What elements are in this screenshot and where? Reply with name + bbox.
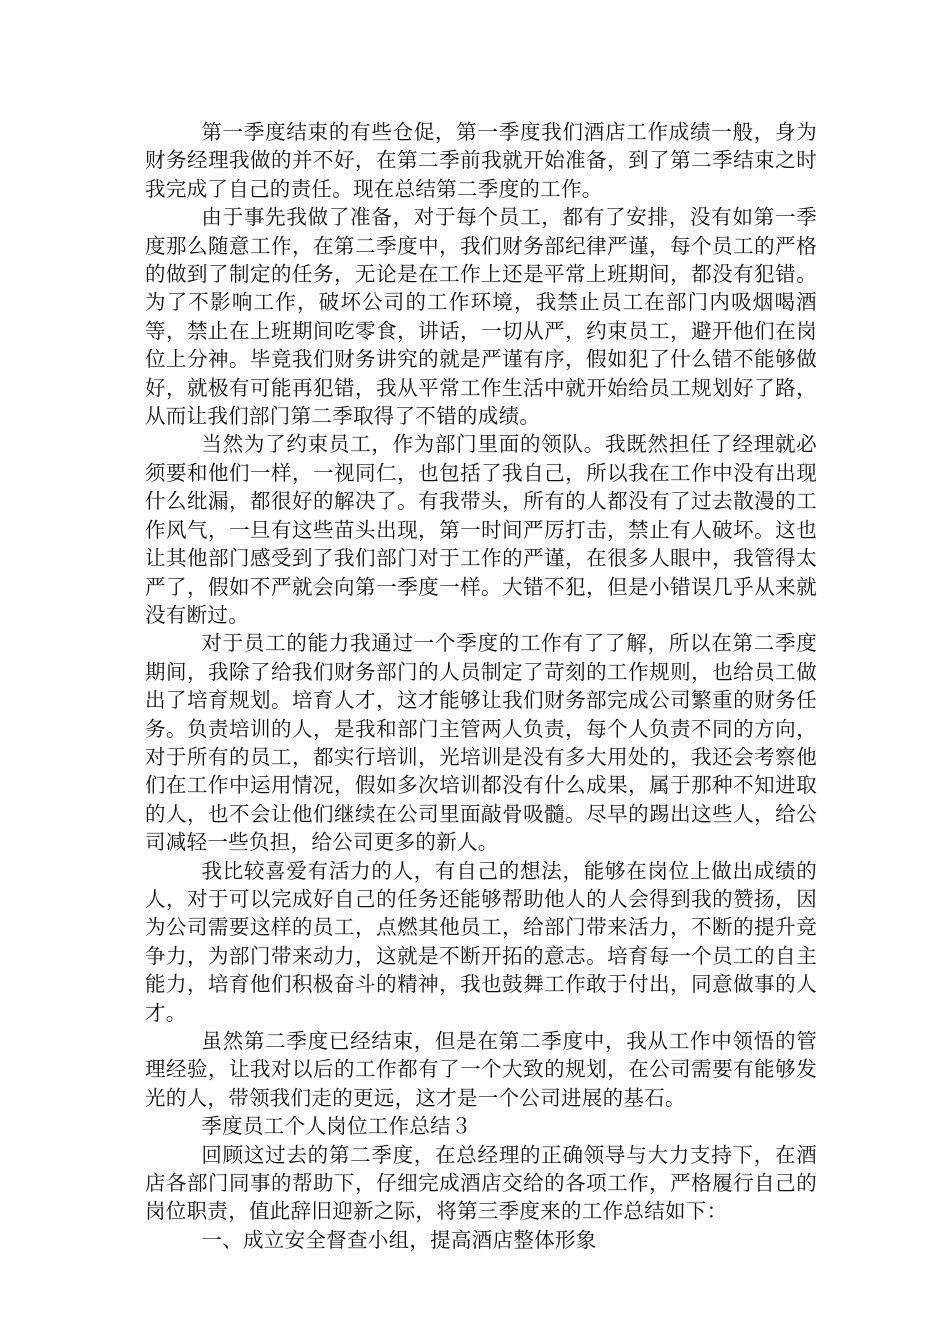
intro-paragraph: 回顾这过去的第二季度，在总经理的正确领导与大力支持下，在酒店各部门同事的帮助下，仔细完成酒店交给的各项工作，严格履行自己的岗位职责，值此辞旧迎新之际，将第三季度来的工作总结如下：: [145, 1142, 817, 1224]
paragraph-4: 对于员工的能力我通过一个季度的工作有了了解，所以在第二季度期间，我除了给我们财务部门的人员制定了苛刻的工作规则，也给员工做出了培育规划。培育人才，这才能够让我们财务部完成公司繁重的财务任务。负责培训的人，是我和部门主管两人负责，每个人负责不同的方向，对于所有的员工，都实行培训，光培训是没有多大用处的，我还会考察他们在工作中运用情况，假如多次培训都没有什么成果，属于那种不知进取的人，也不会让他们继续在公司里面敲骨吸髓。尽早的踢出这些人，给公司减轻一些负担，给公司更多的新人。: [145, 631, 817, 855]
subheading: 一、成立安全督查小组，提高酒店整体形象: [201, 1227, 597, 1252]
paragraph-3: 当然为了约束员工，作为部门里面的领队。我既然担任了经理就必须要和他们一样，一视同仁，也包括了我自己，所以我在工作中没有出现什么纰漏，都很好的解决了。有我带头，所有的人都没有了过去散漫的工作风气，一旦有这些苗头出现，第一时间严厉打击，禁止有人破坏。这也让其他部门感受到了我们部门对于工作的严谨，在很多人眼中，我管得太严了，假如不严就会向第一季度一样。大错不犯，但是小错误几乎从来就没有断过。: [145, 432, 817, 627]
paragraph-5: 我比较喜爱有活力的人，有自己的想法，能够在岗位上做出成绩的人，对于可以完成好自己的任务还能够帮助他人的人会得到我的赞扬，因为公司需要这样的员工，点燃其他员工，给部门带来活力，不断的提升竞争力，为部门带来动力，这就是不断开拓的意志。培育每一个员工的自主能力，培育他们积极奋斗的精神，我也鼓舞工作敢于付出，同意做事的人才。: [145, 858, 817, 1025]
paragraph-2: 由于事先我做了准备，对于每个员工，都有了安排，没有如第一季度那么随意工作，在第二季度中，我们财务部纪律严谨，每个员工的严格的做到了制定的任务，无论是在工作上还是平常上班期间，都没有犯错。为了不影响工作，破坏公司的工作环境，我禁止员工在部门内吸烟喝酒等，禁止在上班期间吃零食，讲话，一切从严，约束员工，避开他们在岗位上分神。毕竟我们财务讲究的就是严谨有序，假如犯了什么错不能够做好，就极有可能再犯错，我从平常工作生活中就开始给员工规划好了路，从而让我们部门第二季取得了不错的成绩。: [145, 205, 817, 429]
section-title: 季度员工个人岗位工作总结３: [201, 1114, 472, 1139]
paragraph-6: 虽然第二季度已经结束，但是在第二季度中，我从工作中领悟的管理经验，让我对以后的工作都有了一个大致的规划，在公司需要有能够发光的人，带领我们走的更远，这才是一个公司进展的基石。: [145, 1029, 817, 1110]
document-page: [145, 118, 817, 1254]
paragraph-1: 第一季度结束的有些仓促，第一季度我们酒店工作成绩一般，身为财务经理我做的并不好，在第二季前我就开始准备，到了第二季结束之时我完成了自己的责任。现在总结第二季度的工作。: [145, 120, 817, 201]
